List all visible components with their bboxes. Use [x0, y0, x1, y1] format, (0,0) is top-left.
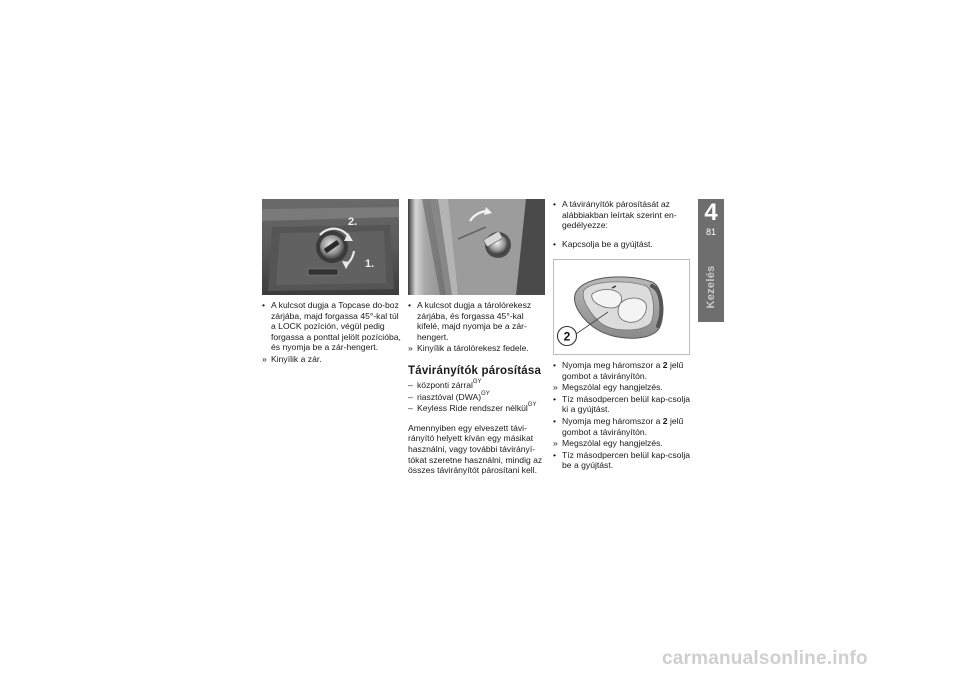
photo-label-1: 1. — [365, 258, 375, 270]
column-1 — [262, 300, 402, 366]
key-fob-illustration — [554, 260, 689, 354]
list-marker: » — [262, 353, 267, 364]
list-marker: • — [262, 300, 266, 310]
list-item-text: A távirányítók párosítását az alábbiakban leírtak szerint en-gedélyezze: — [562, 199, 677, 231]
list-item — [553, 239, 693, 250]
option-item — [408, 392, 548, 403]
callout-label: 2 — [563, 329, 571, 344]
column-3-steps — [553, 360, 693, 472]
list-item-text-end: jelű gombot a távirányítón. — [562, 415, 684, 437]
list-item — [553, 438, 693, 449]
column-2 — [408, 300, 548, 476]
chapter-number: 4 — [704, 199, 718, 226]
list-item — [262, 354, 402, 365]
list-item — [553, 416, 693, 437]
topcase-lock-photo — [262, 199, 399, 295]
list-marker: • — [408, 300, 412, 310]
option-item — [408, 403, 548, 414]
list-item — [408, 300, 548, 342]
list-item — [553, 360, 693, 381]
list-marker: • — [553, 360, 557, 370]
option-item — [408, 380, 548, 391]
watermark: carmanualsonline.info — [662, 648, 868, 669]
list-marker: » — [553, 438, 558, 449]
list-item-text: Kinyílik a tárolórekesz fedele. — [417, 343, 529, 354]
list-marker: • — [553, 238, 557, 249]
list-marker: • — [553, 449, 557, 460]
option-text: riasztóval (DWA) — [417, 391, 482, 402]
list-item-text: Nyomja meg háromszor a — [562, 415, 663, 426]
list-marker: » — [408, 343, 413, 354]
list-marker: • — [553, 415, 557, 426]
list-item-text: Kapcsolja be a gyújtást. — [562, 238, 653, 249]
list-item-text: A kulcsot dugja a Topcase do-boz zárjába, majd forgassa 45°-kal túl a LOCK pozíción, végül pedig forgassa a ponttal jelölt pozícióba, és nyomja be a zár-hengert. — [271, 300, 401, 353]
list-item-text: Megszólal egy hangjelzés. — [562, 438, 663, 449]
section-title-vertical — [704, 257, 718, 317]
list-marker: • — [553, 199, 557, 209]
list-item — [553, 382, 693, 393]
list-item-text: Tíz másodpercen belül kap-csolja be a gyújtást. — [562, 449, 691, 471]
remote-key-figure — [553, 259, 690, 355]
column-3 — [553, 199, 693, 250]
option-text: Keyless Ride rendszer nélkül — [417, 403, 528, 414]
list-item-text: Kinyílik a zár. — [271, 353, 322, 364]
section-title: Kezelés — [705, 265, 717, 309]
list-item — [553, 394, 693, 415]
option-superscript: GY — [472, 378, 482, 385]
list-marker: – — [408, 403, 413, 414]
option-superscript: GY — [481, 390, 490, 397]
list-marker: • — [553, 393, 557, 404]
option-superscript: GY — [527, 402, 537, 409]
body-paragraph: Amennyiben egy elveszett távi-rányító helyett kíván egy másikat használni, vagy további távirányí-tókat szeretne használni, mindig az összes távirányítót párosítani kell. — [408, 422, 543, 476]
chapter-tab — [698, 199, 724, 322]
list-marker: » — [553, 382, 558, 393]
list-item — [262, 300, 402, 353]
list-item-text: Tíz másodpercen belül kap-csolja ki a gyújtást. — [562, 393, 691, 415]
list-item — [553, 450, 693, 471]
list-item-text: Megszólal egy hangjelzés. — [562, 382, 663, 393]
list-item-text: A kulcsot dugja a tárolórekesz zárjába, és forgassa 45°-kal kifelé, majd nyomja be a zár-hengert. — [417, 300, 532, 342]
list-marker: – — [408, 379, 413, 390]
list-item-text: Nyomja meg háromszor a — [562, 360, 663, 370]
photo-label-2: 2. — [348, 216, 358, 228]
list-item-text-end: jelű gombot a távirányítón. — [562, 360, 684, 381]
list-item — [408, 343, 548, 354]
page-number: 81 — [705, 227, 716, 237]
list-marker: – — [408, 391, 413, 402]
button-ref: 2 — [662, 360, 668, 370]
storage-compartment-lock-photo — [408, 199, 545, 295]
list-item — [553, 199, 693, 231]
button-ref: 2 — [662, 415, 668, 426]
option-text: központi zárral — [417, 379, 473, 390]
section-heading: Távirányítók párosítása — [408, 364, 542, 377]
